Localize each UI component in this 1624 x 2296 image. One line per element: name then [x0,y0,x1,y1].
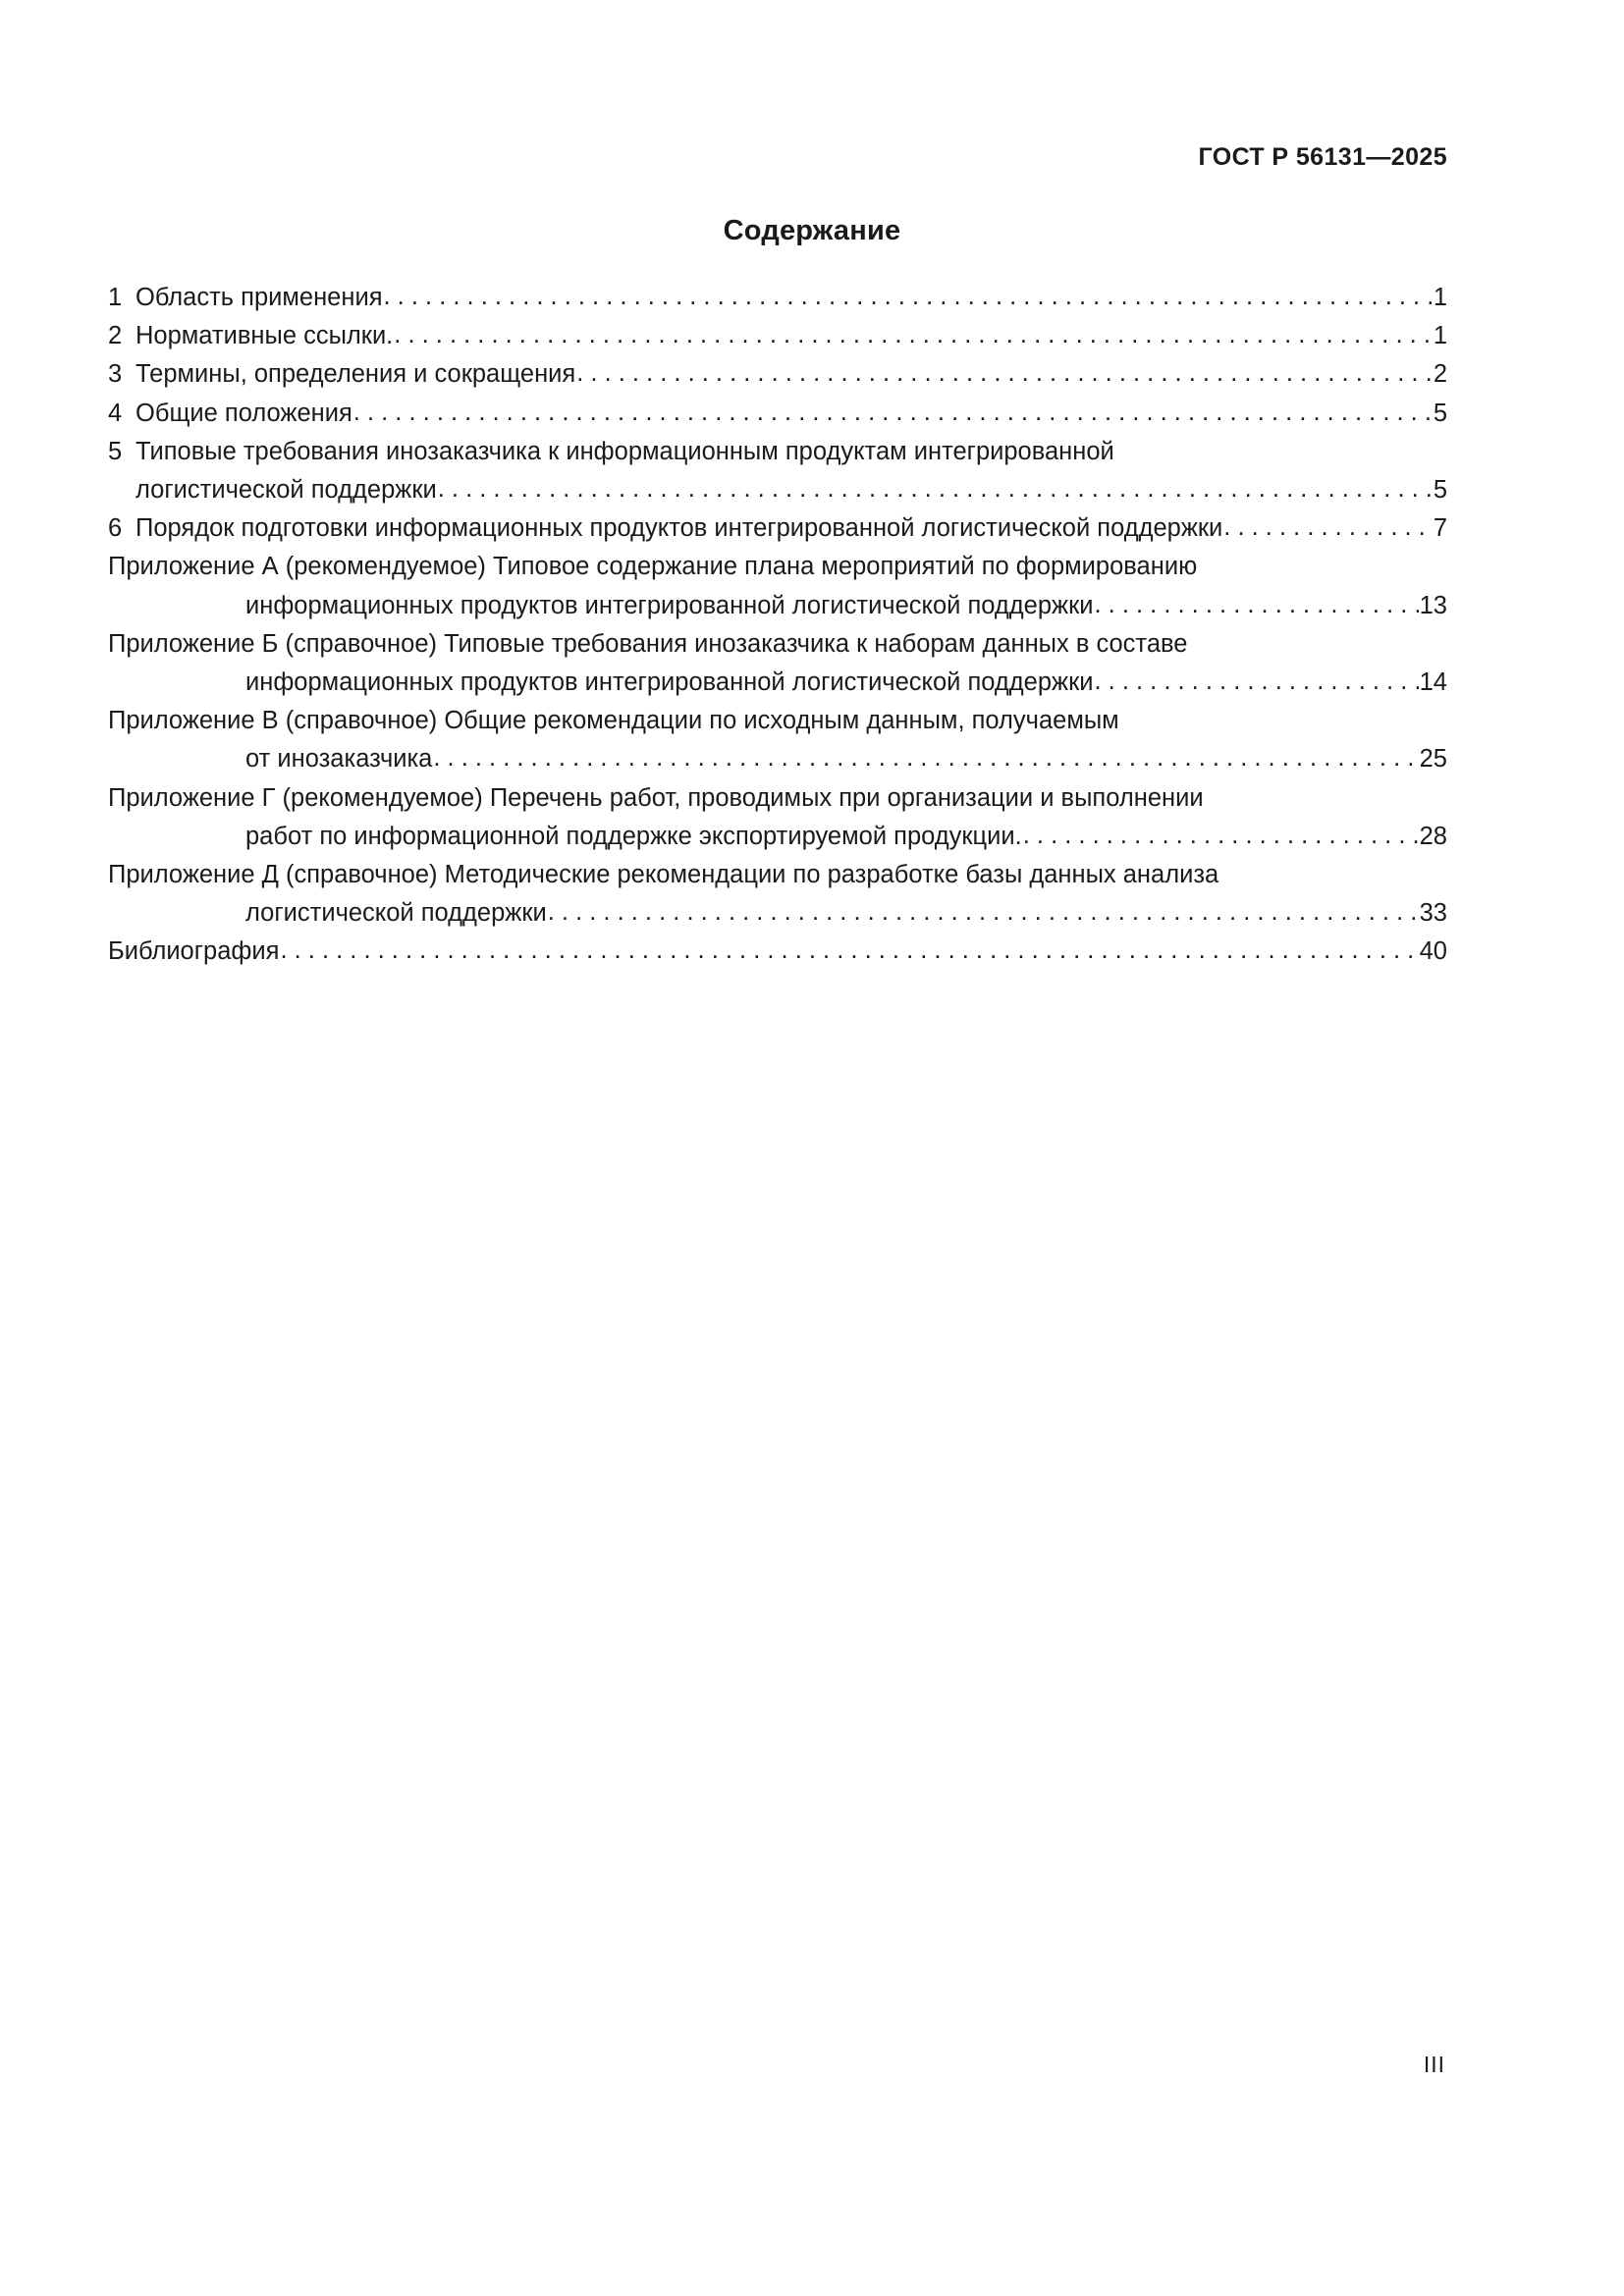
toc-entry-continuation[interactable] [108,740,1447,778]
toc-leader-dots [1223,508,1433,547]
toc-leader-dots [433,739,1418,777]
toc-entry-label: Общие положения [135,399,352,427]
toc-leader-dots [1095,586,1419,624]
toc-page-number: 25 [1419,745,1447,774]
toc-entry-label: логистической поддержки [245,899,547,928]
toc-entry-label: работ по информационной поддержке экспортируемой продукции. [245,822,1022,850]
toc-page-number: 2 [1433,360,1447,389]
toc-entry-number: 5 [108,437,123,465]
toc-page-number: 14 [1419,668,1447,697]
toc-entry-continuation[interactable] [108,894,1447,933]
toc-entry-label: Приложение В (справочное) Общие рекомендации по исходным данным, получаемым [108,707,1119,735]
toc-entry-number: 2 [108,322,123,350]
toc-entry-number: 1 [108,284,123,311]
toc-entry[interactable] [108,702,1447,740]
toc-page-number: 33 [1419,899,1447,928]
toc-entry-number: 4 [108,399,123,427]
toc-page-number: 13 [1419,591,1447,619]
toc-entry-label: Приложение Д (справочное) Методические рекомендации по разработке базы данных анализа [108,861,1219,889]
toc-entry[interactable] [108,433,1447,471]
toc-entry[interactable] [108,933,1447,971]
toc-leader-dots [576,354,1433,393]
toc-entry[interactable] [108,856,1447,894]
toc-leader-dots [394,316,1433,354]
toc-entry-label: информационных продуктов интегрированной логистической поддержки [245,668,1094,697]
toc-entry-label: информационных продуктов интегрированной логистической поддержки [245,591,1094,619]
toc-entry-number: 3 [108,360,123,389]
toc-page-number: 1 [1433,322,1447,350]
toc-leader-dots [353,394,1433,432]
toc-page-number: 5 [1433,399,1447,427]
toc-leader-dots [438,470,1433,508]
toc-page-number: 7 [1433,514,1447,543]
table-of-contents [108,279,1447,972]
toc-entry-label: Нормативные ссылки. [135,322,394,350]
toc-entry-continuation[interactable] [108,587,1447,625]
toc-entry-continuation[interactable] [108,818,1447,856]
page-folio: III [1423,2052,1445,2077]
toc-entry-label: Библиография [108,937,280,966]
toc-entry-label: Приложение Г (рекомендуемое) Перечень работ, проводимых при организации и выполнении [108,783,1204,812]
toc-leader-dots [548,893,1419,932]
toc-entry-label: Порядок подготовки информационных продуктов интегрированной логистической поддержки [135,514,1223,543]
toc-leader-dots [280,932,1418,970]
toc-entry-label: от инозаказчика [245,745,433,774]
toc-entry-continuation[interactable] [108,471,1447,509]
toc-entry-label: Приложение Б (справочное) Типовые требования инозаказчика к наборам данных в составе [108,629,1188,658]
page-title: Содержание [723,215,901,246]
toc-leader-dots [1095,663,1419,701]
toc-entry[interactable] [108,625,1447,664]
toc-entry-label: Область применения [135,284,383,311]
running-header: ГОСТ Р 56131—2025 [1198,143,1447,171]
toc-page-number: 28 [1419,822,1447,850]
toc-entry[interactable] [108,779,1447,818]
toc-page-number: 40 [1419,937,1447,966]
toc-leader-dots [384,278,1433,316]
toc-entry[interactable] [108,509,1447,548]
toc-entry-label: Термины, определения и сокращения [135,360,576,389]
toc-entry-label: Приложение А (рекомендуемое) Типовое содержание плана мероприятий по формированию [108,553,1198,581]
toc-entry-label: Типовые требования инозаказчика к информационным продуктам интегрированной [135,437,1114,465]
toc-entry[interactable] [108,355,1447,394]
toc-entry[interactable] [108,395,1447,433]
toc-entry[interactable] [108,317,1447,355]
toc-entry-continuation[interactable] [108,664,1447,702]
toc-entry-label: логистической поддержки [135,476,437,505]
toc-entry[interactable] [108,548,1447,586]
toc-page-number: 1 [1433,284,1447,311]
toc-entry-number: 6 [108,514,123,543]
toc-page-number: 5 [1433,476,1447,505]
toc-leader-dots [1023,817,1419,855]
toc-entry[interactable] [108,279,1447,317]
